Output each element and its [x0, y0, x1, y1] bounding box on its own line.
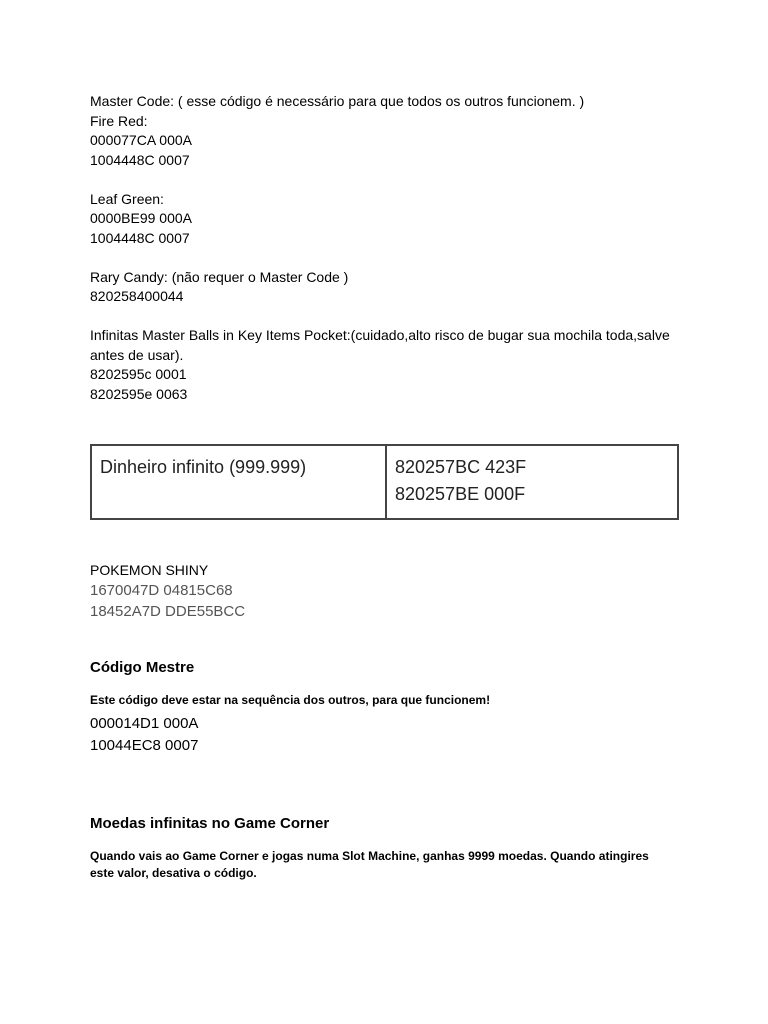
codigo-mestre-description: Este código deve estar na sequência dos outros, para que funcionem!: [90, 693, 491, 707]
money-label: Dinheiro infinito (999.999): [100, 457, 307, 477]
rare-candy-label: Rary Candy: (não requer o Master Code ): [90, 268, 349, 285]
shiny-code-1: 1670047D 04815C68: [90, 582, 233, 599]
moedas-title: Moedas infinitas no Game Corner: [90, 815, 330, 832]
master-balls-code-1: 8202595c 0001: [90, 366, 187, 382]
master-balls-label-line-2: antes de usar).: [90, 346, 184, 363]
document-page: [90, 92, 680, 882]
leaf-green-code-1: 0000BE99 000A: [90, 210, 192, 226]
codigo-mestre-title: Código Mestre: [90, 659, 195, 676]
shiny-code-2: 18452A7D DDE55BCC: [90, 603, 246, 620]
moedas-description-line-1: Quando vais ao Game Corner e jogas numa Slot Machine, ganhas 9999 moedas. Quando atingires: [90, 849, 649, 863]
spacer: [90, 307, 680, 327]
money-code-2: 820257BE 000F: [395, 484, 526, 504]
money-codes-cell: [386, 445, 678, 519]
codigo-mestre-code-2: 10044EC8 0007: [90, 737, 199, 754]
shiny-title: POKEMON SHINY: [90, 562, 209, 578]
table-row: [91, 445, 678, 519]
codigo-mestre-code-1: 000014D1 000A: [90, 715, 199, 732]
fire-red-code-2: 1004448C 0007: [90, 151, 190, 168]
leaf-green-label: Leaf Green:: [90, 190, 164, 207]
moedas-description-line-2: este valor, desativa o código.: [90, 866, 257, 880]
master-balls-code-2: 8202595e 0063: [90, 385, 188, 402]
master-balls-label-line-1: Infinitas Master Balls in Key Items Pocket:(cuidado,alto risco de bugar sua mochila toda,salve: [90, 327, 670, 343]
leaf-green-code-2: 1004448C 0007: [90, 229, 190, 246]
money-code-table: [90, 444, 679, 520]
spacer: [90, 248, 680, 268]
fire-red-code-1: 000077CA 000A: [90, 132, 192, 148]
money-label-cell: [91, 445, 386, 519]
money-code-1: 820257BC 423F: [395, 457, 527, 477]
rare-candy-code: 820258400044: [90, 288, 184, 304]
master-code-label: Master Code: ( esse código é necessário para que todos os outros funcionem. ): [90, 93, 585, 109]
fire-red-label: Fire Red:: [90, 112, 148, 129]
spacer: [90, 170, 680, 190]
